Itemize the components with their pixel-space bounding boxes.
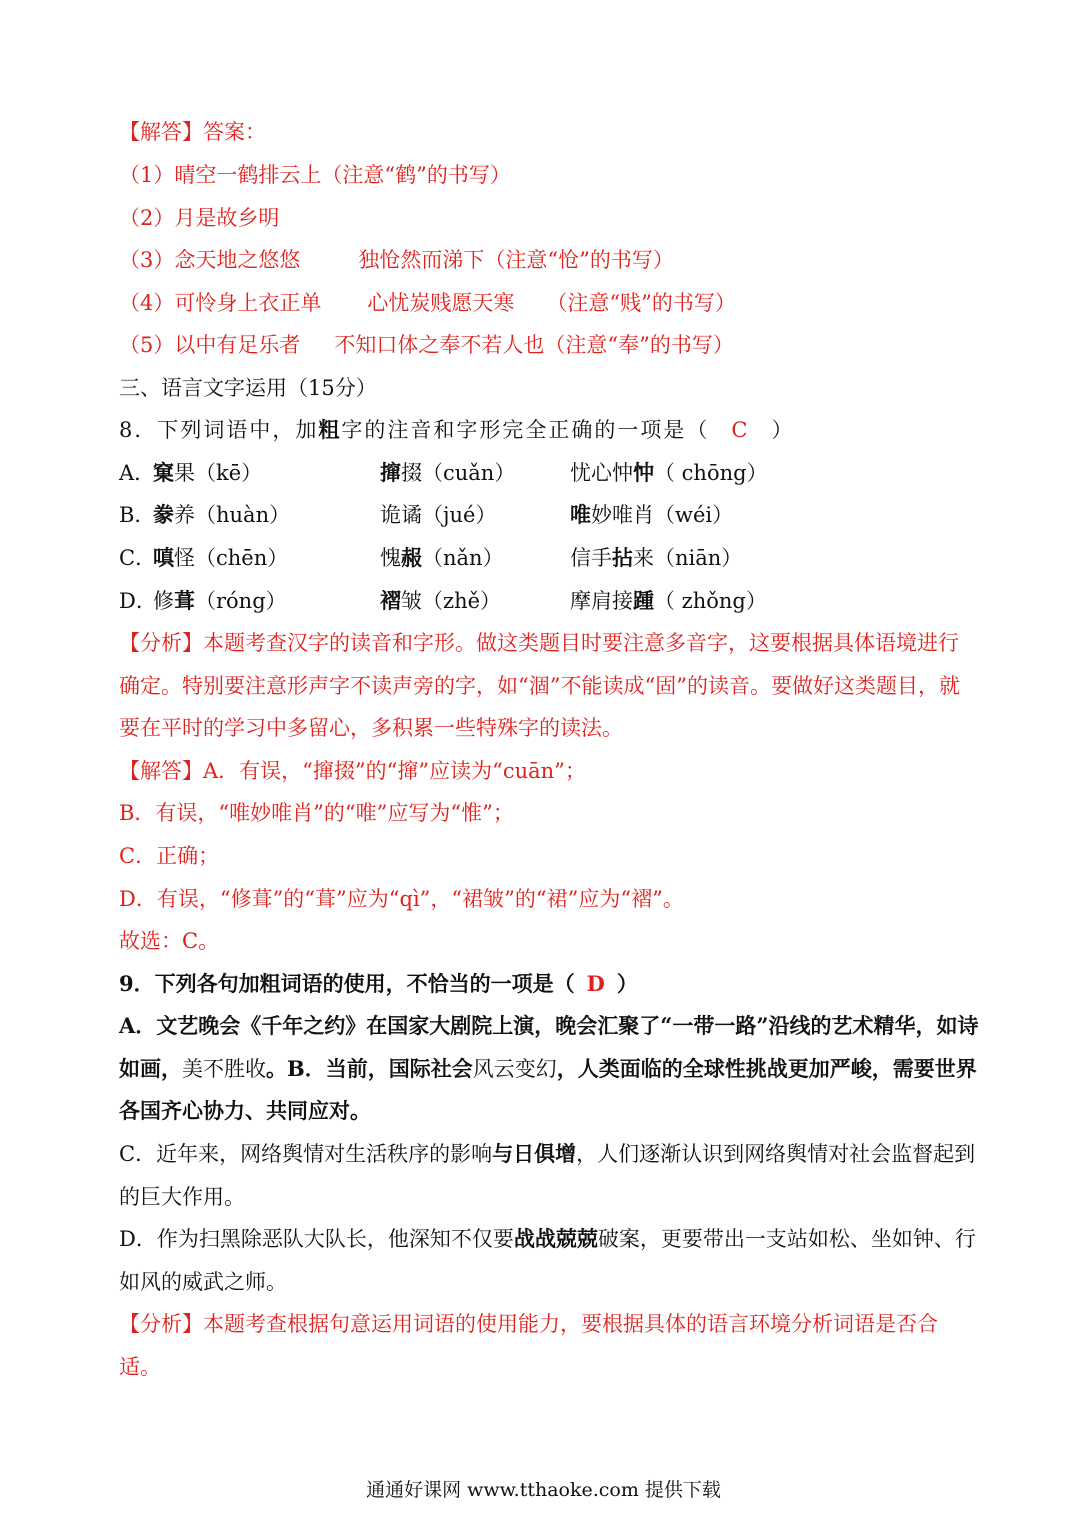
option-word-pre: 信手 [570, 546, 612, 570]
q8-option-a [119, 458, 987, 488]
q8-solution-2: B．有误，“唯妙唯肖”的“唯”应写为“惟”； [119, 801, 514, 825]
option-word: 养（huàn） [174, 503, 291, 527]
q8-stem [119, 415, 987, 445]
option-word: （nǎn） [422, 546, 504, 570]
answer-item-1: （1）晴空一鹤排云上（注意“鹤”的书写） [119, 163, 511, 187]
answer-tag: 【解答】 [119, 120, 203, 144]
answer-item-3 [119, 245, 987, 275]
q8-stem-part-c: ） [771, 418, 795, 442]
bold-char: 豢 [153, 502, 174, 527]
q9-option-c-term: 与日俱增 [492, 1141, 577, 1166]
bold-char: 褶 [380, 588, 401, 613]
option-word-pre: 修 [153, 589, 174, 613]
q8-solution-5: 故选：C。 [119, 929, 220, 953]
answer-item-4a: （4）可怜身上衣正单 [119, 291, 322, 315]
option-word: 果（kē） [174, 461, 263, 485]
q8-solution-4: D．有误，“修葺”的“葺”应为“qì”，“裙皱”的“裙”应为“褶”。 [119, 887, 684, 911]
bold-char: 葺 [174, 588, 195, 613]
answer-item-3a: （3）念天地之悠悠 [119, 248, 301, 272]
answer-header [119, 117, 987, 147]
q8-solution-3: C．正确； [119, 844, 220, 868]
q9-option-d-term: 战战兢兢 [513, 1226, 598, 1251]
bold-char: 唯 [570, 502, 591, 527]
option-label: D． [119, 589, 157, 613]
answer-header-text: 答案： [203, 120, 266, 144]
answer-item-5a: （5）以中有足乐者 [119, 333, 301, 357]
q9-option-b-text: 。B．当前，国际社会 [266, 1055, 473, 1081]
q9-option-c-text: C．近年来，网络舆情对生活秩序的影响 [119, 1142, 493, 1166]
bold-char: 拈 [612, 545, 633, 570]
option-word: 皱（zhě） [401, 589, 502, 613]
answer-item-4b: 心忧炭贱愿天寒 [367, 291, 515, 315]
option-word-pre: 忧心忡 [570, 461, 633, 485]
option-word-pre: 愧 [380, 546, 401, 570]
section-title: 三、语言文字运用（15分） [119, 376, 377, 400]
bold-char: 嗔 [153, 545, 174, 570]
q9-option-d-text-end: 破案，更要带出一支站如松、坐如钟、行如风的威武之师。 [119, 1227, 976, 1294]
option-word: 掇（cuǎn） [401, 461, 516, 485]
q9-option-a-text: A．文艺晚会《千年之约》在国家大剧院上演，晚会汇聚了“一带一路”沿线的艺术精华，如诗如画， [119, 1013, 979, 1081]
option-label: B． [119, 503, 156, 527]
q8-option-d [119, 586, 987, 616]
solution-line: A．有误，“撺掇”的“撺”应读为“cuān”； [203, 759, 586, 783]
q8-stem-part-a: 8．下列词语中，加 [119, 418, 319, 442]
bold-char: 忡 [633, 460, 654, 485]
q9-analysis [119, 1303, 979, 1388]
q8-analysis [119, 622, 979, 750]
q9-stem-text: 9．下列各句加粗词语的使用，不恰当的一项是（ [119, 971, 575, 996]
q8-stem-part-b: 字的注音和字形完全正确的一项是（ [341, 418, 710, 442]
option-word: （róng） [195, 589, 287, 613]
answer-item-2: （2）月是故乡明 [119, 206, 280, 230]
q9-stem [119, 969, 987, 999]
q8-option-c [119, 543, 987, 573]
q9-option-a-term: 美不胜收 [182, 1056, 266, 1081]
option-word: 诡谲（jué） [380, 503, 497, 527]
q9-option-d [119, 1218, 979, 1303]
bold-char: 踵 [633, 588, 654, 613]
bold-char: 赧 [401, 545, 422, 570]
q9-option-b-text-end: ，人类面临的全球性挑战更加严峻，需要世界各国齐心协力、共同应对。 [119, 1055, 977, 1123]
q9-option-b-term: 风云变幻 [472, 1056, 557, 1081]
answer-item-5 [119, 330, 987, 360]
q9-stem-end: ） [616, 971, 638, 996]
option-word: 来（niān） [633, 546, 743, 570]
answer-item-5b: 不知口体之奉不若人也（注意“奉”的书写） [334, 333, 734, 357]
option-word: 妙唯肖（wéi） [591, 503, 734, 527]
q8-option-b [119, 500, 987, 530]
analysis-text: 本题考查汉字的读音和字形。做这类题目时要注意多音字，这要根据具体语境进行确定。特别要注意形声字不读声旁的字，如“涸”不能读成“固”的读音。要做好这类题目，就要在平时的学习中多留心，多积累一些特殊字的读法。 [119, 631, 960, 740]
q8-solution-1 [119, 756, 987, 786]
q9-option-d-text: D．作为扫黑除恶队大队长，他深知不仅要 [119, 1227, 514, 1251]
analysis-text: 本题考查根据句意运用词语的使用能力，要根据具体的语言环境分析词语是否合适。 [119, 1312, 938, 1379]
q8-answer: C [731, 418, 750, 442]
analysis-tag: 【分析】 [119, 631, 203, 655]
option-word: （ chōng） [654, 461, 768, 485]
q8-stem-bold: 粗 [318, 417, 342, 442]
answer-item-4c: （注意“贱”的书写） [546, 291, 736, 315]
analysis-tag: 【分析】 [119, 1312, 203, 1336]
q9-option-ab [119, 1005, 979, 1133]
q9-option-c-text-end: ，人们逐渐认识到网络舆情对社会监督起到的巨大作用。 [119, 1142, 976, 1209]
bold-char: 撺 [380, 460, 401, 485]
option-label: C． [119, 546, 157, 570]
option-label: A． [119, 461, 156, 485]
q9-answer: D [586, 971, 605, 996]
answer-item-4 [119, 288, 987, 318]
page-footer: 通通好课网 www.tthaoke.com 提供下载 [366, 1479, 721, 1501]
answer-item-3b: 独怆然而涕下（注意“怆”的书写） [358, 248, 674, 272]
option-word: 怪（chēn） [174, 546, 289, 570]
bold-char: 窠 [153, 460, 174, 485]
option-word-pre: 摩肩接 [570, 589, 633, 613]
solution-tag: 【解答】 [119, 759, 203, 783]
q9-option-c [119, 1133, 979, 1218]
option-word: （ zhǒng） [654, 589, 767, 613]
